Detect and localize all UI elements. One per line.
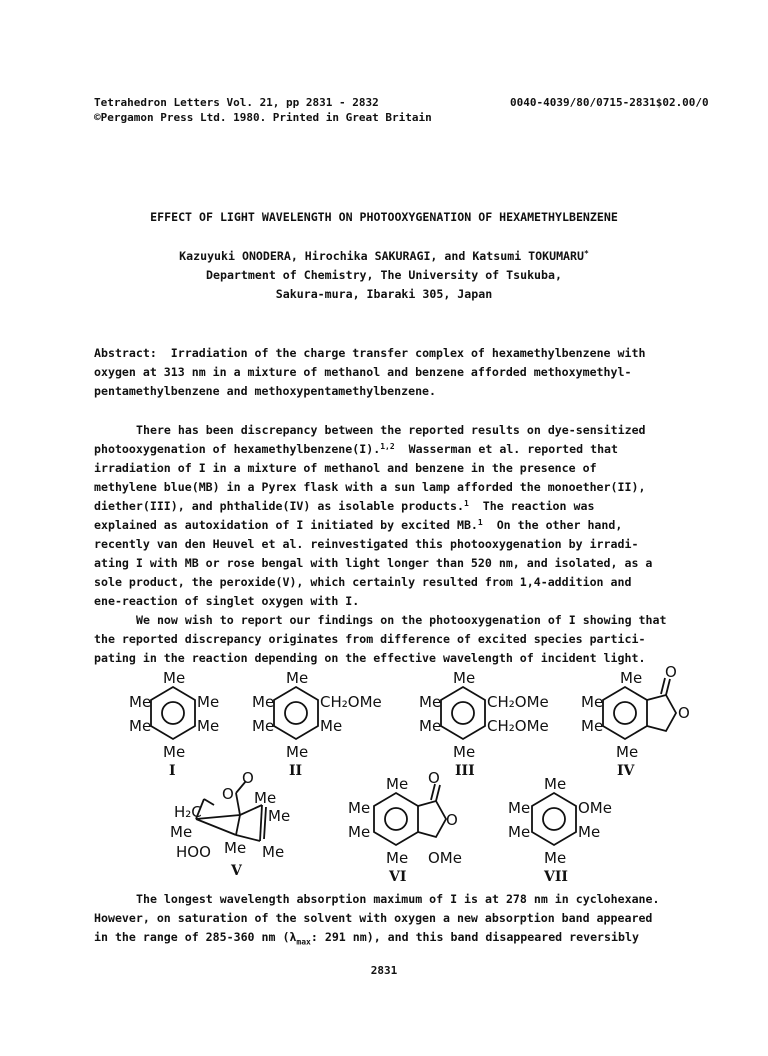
para2-line-2: the reported discrepancy originates from difference of excited species partici-	[94, 632, 646, 646]
svg-text:Me: Me	[578, 823, 601, 841]
svg-text:Me: Me	[262, 843, 285, 861]
svg-text:Me: Me	[581, 693, 604, 711]
structure-II	[252, 669, 382, 779]
para2-line-3: pating in the reaction depending on the effective wavelength of incident light.	[94, 651, 646, 665]
para1-line-6: explained as autoxidation of I initiated by excited MB.$^1$ On the other hand,	[94, 518, 623, 532]
para3-line-1: The longest wavelength absorption maximum of I is at 278 nm in cyclohexane.	[136, 892, 660, 906]
abstract-line-3: pentamethylbenzene and methoxypentamethylbenzene.	[94, 384, 437, 398]
structure-III	[419, 669, 549, 779]
svg-text:O: O	[222, 785, 234, 803]
svg-text:O: O	[678, 704, 690, 722]
svg-text:Me: Me	[254, 789, 277, 807]
svg-text:Me: Me	[508, 799, 531, 817]
svg-text:Me: Me	[348, 799, 371, 817]
para3-line-3: in the range of 285-360 nm ($\lambda_{max}$: 291 nm), and this band disappeared reversibly	[94, 930, 639, 947]
abstract-label: Abstract:	[94, 346, 157, 360]
svg-text:VII: VII	[544, 869, 568, 885]
abstract-line-2: oxygen at 313 nm in a mixture of methanol and benzene afforded methoxymethyl-	[94, 365, 632, 379]
svg-text:CH₂OMe: CH₂OMe	[487, 717, 549, 735]
publisher-line: ©Pergamon Press Ltd. 1980. Printed in Great Britain	[94, 111, 432, 124]
para1-line-5: diether(III), and phthalide(IV) as isolable products.$^1$ The reaction was	[94, 499, 595, 513]
svg-text:CH₂OMe: CH₂OMe	[487, 693, 549, 711]
svg-text:Me: Me	[453, 743, 476, 761]
svg-text:Me: Me	[170, 823, 193, 841]
page-number: 2831	[370, 964, 398, 977]
abstract-line-1: Abstract: Irradiation of the charge transfer complex of hexamethylbenzene with	[94, 346, 646, 360]
citation-ref: 1	[477, 518, 483, 527]
svg-text:Me: Me	[320, 717, 343, 735]
svg-text:IV: IV	[617, 763, 635, 779]
para1-line-1: There has been discrepancy between the reported results on dye-sensitized	[136, 423, 646, 437]
para1-line-7: recently van den Heuvel et al. reinvestigated this photooxygenation by irradi-	[94, 537, 639, 551]
svg-text:HOO: HOO	[176, 843, 211, 861]
svg-text:Me: Me	[544, 775, 567, 793]
svg-text:Me: Me	[544, 849, 567, 867]
svg-text:Me: Me	[508, 823, 531, 841]
svg-text:O: O	[665, 665, 677, 681]
para1-line-8: ating I with MB or rose bengal with light longer than 520 nm, and isolated, as a	[94, 556, 653, 570]
svg-text:Me: Me	[197, 693, 220, 711]
svg-text:III: III	[455, 763, 475, 779]
article-code: 0040-4039/80/0715-2831$02.00/0	[510, 96, 709, 109]
svg-text:Me: Me	[224, 839, 247, 857]
svg-text:Me: Me	[386, 849, 409, 867]
svg-text:Me: Me	[252, 693, 275, 711]
structure-VI	[348, 769, 462, 885]
svg-text:O: O	[446, 811, 458, 829]
para1-line-9: sole product, the peroxide(V), which certainly resulted from 1,4-addition and	[94, 575, 632, 589]
author-line	[0, 247, 768, 266]
svg-text:Me: Me	[129, 717, 152, 735]
para1-line-3: irradiation of I in a mixture of methanol and benzene in the presence of	[94, 461, 597, 475]
authors: Kazuyuki ONODERA, Hirochika SAKURAGI, and Katsumi TOKUMARU	[179, 249, 584, 263]
structure-IV	[581, 665, 690, 779]
svg-text:O: O	[242, 769, 254, 787]
svg-text:Me: Me	[197, 717, 220, 735]
svg-text:OMe: OMe	[428, 849, 462, 867]
svg-text:Me: Me	[286, 743, 309, 761]
svg-text:Me: Me	[616, 743, 639, 761]
affiliation-line-1: Department of Chemistry, The University of Tsukuba,	[206, 268, 562, 282]
corresponding-mark: *	[584, 249, 589, 258]
citation-ref: 1	[463, 499, 469, 508]
affiliation-line-2: Sakura-mura, Ibaraki 305, Japan	[275, 287, 493, 301]
chemical-structures-figure	[0, 665, 768, 885]
para1-line-10: ene-reaction of singlet oxygen with I.	[94, 594, 360, 608]
svg-text:Me: Me	[620, 669, 643, 687]
svg-text:I: I	[169, 763, 176, 779]
svg-text:OMe: OMe	[578, 799, 612, 817]
svg-text:Me: Me	[163, 743, 186, 761]
svg-text:Me: Me	[453, 669, 476, 687]
svg-text:H₂C: H₂C	[174, 803, 202, 821]
journal-citation: Tetrahedron Letters Vol. 21, pp 2831 - 2832	[94, 96, 379, 109]
citation-ref: 1,2	[380, 442, 395, 451]
svg-text:Me: Me	[581, 717, 604, 735]
svg-text:Me: Me	[386, 775, 409, 793]
para1-line-4: methylene blue(MB) in a Pyrex flask with a sun lamp afforded the monoether(II),	[94, 480, 646, 494]
svg-text:VI: VI	[389, 869, 407, 885]
svg-text:Me: Me	[163, 669, 186, 687]
svg-text:II: II	[289, 763, 303, 779]
svg-text:V: V	[231, 863, 242, 879]
paper-title: EFFECT OF LIGHT WAVELENGTH ON PHOTOOXYGENATION OF HEXAMETHYLBENZENE	[150, 210, 618, 224]
svg-text:Me: Me	[252, 717, 275, 735]
structure-V	[170, 769, 290, 879]
structure-VII	[508, 775, 612, 885]
svg-text:CH₂OMe: CH₂OMe	[320, 693, 382, 711]
para3-line-2: However, on saturation of the solvent with oxygen a new absorption band appeared	[94, 911, 653, 925]
para1-line-2: photooxygenation of hexamethylbenzene(I).$^{1,2}$ Wasserman et al. reported that	[94, 442, 619, 456]
svg-text:Me: Me	[419, 693, 442, 711]
para2-line-1: We now wish to report our findings on the photooxygenation of I showing that	[136, 613, 667, 627]
structure-I	[129, 669, 219, 779]
svg-text:Me: Me	[129, 693, 152, 711]
svg-text:Me: Me	[268, 807, 291, 825]
svg-text:Me: Me	[419, 717, 442, 735]
svg-text:Me: Me	[286, 669, 309, 687]
svg-text:Me: Me	[348, 823, 371, 841]
svg-text:O: O	[428, 769, 440, 787]
